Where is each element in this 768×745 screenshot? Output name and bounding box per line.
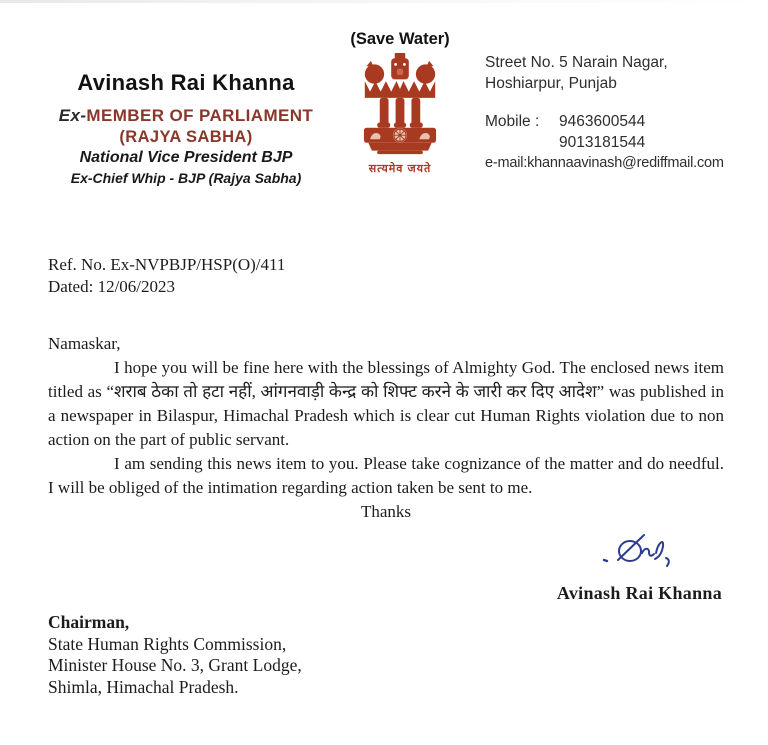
contact-block — [485, 52, 745, 171]
salutation: Namaskar, — [48, 334, 121, 353]
sender-title-main: MEMBER OF PARLIAMENT — [86, 106, 314, 125]
reference-number: Ref. No. Ex-NVPBJP/HSP(O)/411 — [48, 255, 286, 274]
sender-role2: Ex-Chief Whip - BJP (Rajya Sabha) — [70, 170, 302, 186]
sender-role1: National Vice President BJP — [79, 149, 293, 166]
recipient-line3: Shimla, Himachal Pradesh. — [48, 676, 239, 697]
contact-address-line2: Hoshiarpur, Punjab — [485, 75, 617, 92]
contact-mobile — [485, 111, 745, 153]
paragraph-2: I am sending this news item to you. Please take cognizance of the matter and do needful. I will be obliged of the intimation regarding action taken be sent to me. — [48, 454, 724, 497]
recipient-block — [48, 612, 302, 698]
paragraph-1 — [48, 356, 724, 452]
emblem-motto: सत्यमेव जयते — [368, 163, 432, 175]
sender-title — [56, 106, 316, 126]
mobile-numbers — [559, 111, 645, 153]
reference-date: Dated: 12/06/2023 — [48, 277, 176, 296]
paragraph-1-hindi-quote: “शराब ठेका तो हटा नहीं, आंगनवाड़ी केन्द्र को शिफ्ट करने के जारी कर दिए आदेश” — [106, 382, 605, 401]
scan-edge — [0, 0, 768, 3]
recipient-line2: Minister House No. 3, Grant Lodge, — [48, 655, 302, 675]
signer-name: Avinash Rai Khanna — [556, 583, 722, 603]
sender-title-prefix: Ex- — [58, 106, 87, 125]
mobile-label: Mobile : — [485, 113, 540, 130]
sender-title-sub: (RAJYA SABHA) — [119, 128, 253, 146]
emblem-block — [342, 30, 458, 176]
sender-block — [56, 70, 316, 186]
paragraph-1-text-cont: was published in a newspaper in Bilaspur, Himachal Pradesh which is clear cut Human Rights violation due to non action on the part of public servant. — [48, 382, 724, 449]
mobile-number-2: 9013181544 — [559, 134, 646, 151]
ashoka-emblem-icon — [342, 52, 458, 161]
contact-address-line1: Street No. 5 Narain Nagar, — [485, 54, 668, 71]
sender-name: Avinash Rai Khanna — [77, 70, 295, 95]
mobile-number-1: 9463600544 — [559, 113, 646, 130]
paragraph-1-text: I hope you will be fine here with the blessings of Almighty God. The enclosed news item titled as — [48, 358, 724, 401]
contact-email: e-mail:khannaavinash@rediffmail.com — [485, 155, 724, 171]
recipient-title: Chairman, — [48, 612, 130, 632]
recipient-line1: State Human Rights Commission, — [48, 633, 287, 654]
reference-block — [48, 254, 285, 298]
letter-body — [48, 332, 724, 524]
handwritten-signature — [598, 530, 698, 583]
save-water-note: (Save Water) — [350, 30, 450, 48]
closing-thanks: Thanks — [360, 502, 412, 521]
